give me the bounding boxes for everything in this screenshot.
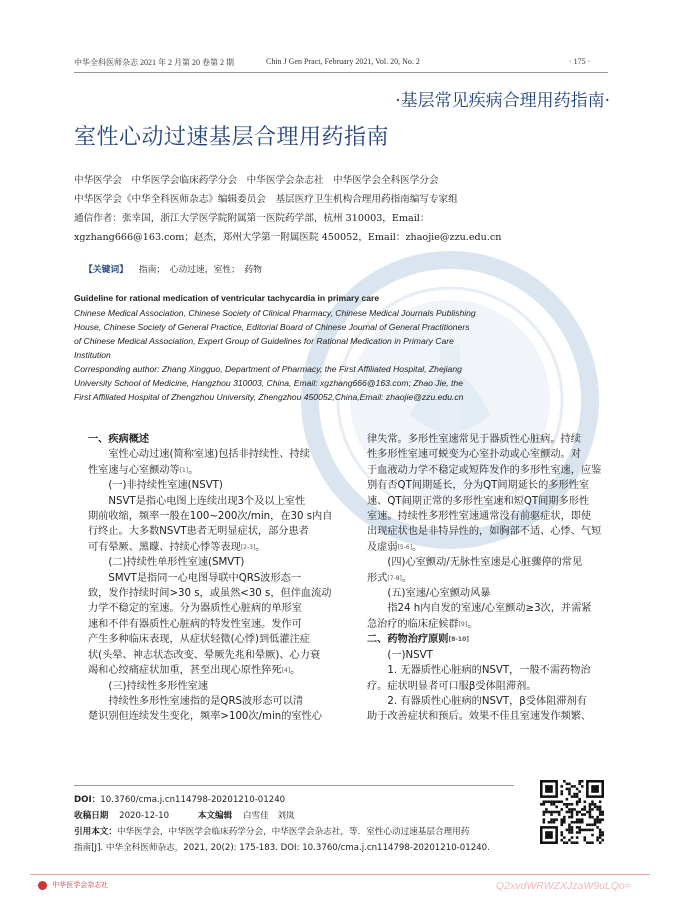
line-tail: 。 bbox=[401, 572, 413, 584]
publisher-logo-text: 中华医学会杂志社 bbox=[52, 881, 109, 889]
body-line bbox=[367, 555, 613, 570]
line-text: 力学不稳定的室速。分为器质性心脏病的单形室 bbox=[88, 603, 302, 615]
line-text: 速、QT间期正常的多形性室速和短QT间期多形性 bbox=[367, 495, 590, 507]
line-text: 室速。持续性多形性室速通常没有前驱症状，即使 bbox=[367, 511, 592, 523]
body-line bbox=[88, 601, 344, 616]
journal-header-en: Chin J Gen Pract, February 2021, Vol. 20, No. 2 bbox=[266, 57, 420, 66]
line-text: 于血液动力学不稳定或短阵发作的多形性室速，应鉴 bbox=[367, 464, 602, 476]
body-line bbox=[367, 494, 613, 509]
body-line bbox=[88, 540, 344, 555]
body-line bbox=[88, 709, 344, 724]
reference-marker[interactable]: [7-8] bbox=[387, 574, 402, 582]
line-text: 急治疗的临床症候群 bbox=[367, 618, 459, 630]
line-text: 期前收缩，频率一般在100~200次/min，在30 s内自 bbox=[88, 511, 333, 523]
body-line bbox=[367, 509, 613, 524]
header-rule bbox=[74, 72, 608, 73]
reference-marker[interactable]: [9] bbox=[458, 620, 468, 628]
line-text: SMVT是指同一心电图导联中QRS波形态一 bbox=[88, 572, 302, 584]
line-text: 出现症状也是非特异性的，如胸部不适、心悸、气短 bbox=[367, 526, 602, 538]
body-line bbox=[367, 540, 613, 555]
page-number: · 175 · bbox=[569, 57, 591, 66]
reference-marker[interactable]: [8-10] bbox=[448, 636, 469, 644]
body-line bbox=[88, 447, 344, 462]
cite-text: 中华医学会，中华医学会临床药学分会，中华医学会杂志社，等．室性心动过速基层合理用药 bbox=[116, 827, 470, 837]
line-tail: 。 bbox=[188, 464, 199, 476]
line-text: (五)室速/心室颤动风暴 bbox=[367, 588, 491, 600]
body-line bbox=[88, 663, 344, 678]
english-title: Guideline for rational medication of ventricular tachycardia in primary care bbox=[74, 293, 380, 303]
line-text: NSVT是指心电图上连续出现3个及以上室性 bbox=[88, 495, 306, 507]
english-authors-line: House, Chinese Society of General Practice, Editorial Board of Chinese Journal of General Practitioners bbox=[74, 322, 470, 332]
line-text: 及虚弱 bbox=[367, 541, 398, 553]
line-text: (一)非持续性室速(NSVT) bbox=[88, 480, 223, 492]
line-text: 疗。症状明显者可口服β受体阻滞剂。 bbox=[367, 680, 537, 692]
english-authors-line: of Chinese Medical Association, Expert Group of Guidelines for Rational Medication in Primary Care bbox=[74, 336, 454, 346]
english-corresponding-line: Corresponding author: Zhang Xingguo, Department of Pharmacy, the First Affiliated Hospital, Zhejiang bbox=[74, 364, 462, 374]
section-topic: ·基层常见疾病合理用药指南· bbox=[395, 91, 610, 111]
body-line bbox=[367, 463, 613, 478]
bottom-rule bbox=[30, 874, 650, 875]
line-text: (三)持续性多形性室速 bbox=[88, 680, 209, 692]
line-tail: 。 bbox=[255, 541, 266, 553]
body-line bbox=[367, 447, 613, 462]
article-title: 室性心动过速基层合理用药指南 bbox=[74, 125, 390, 150]
english-corresponding-line: University School of Medicine, Hangzhou 310003, China, Email: xgzhang666@163.com; Zhao Jie, the bbox=[74, 378, 463, 388]
line-text: 2. 有器质性心脏病的NSVT，β受体阻滞剂有 bbox=[367, 695, 587, 707]
body-line bbox=[367, 648, 613, 663]
publisher-logo-icon bbox=[38, 881, 47, 890]
doi-line bbox=[74, 793, 285, 805]
line-text: (一)NSVT bbox=[367, 649, 433, 661]
body-line bbox=[367, 571, 613, 586]
body-line bbox=[88, 679, 344, 694]
author-line: 中华医学会 中华医学会临床药学分会 中华医学会杂志社 中华医学会全科医学分会 bbox=[74, 175, 439, 186]
body-line bbox=[367, 586, 613, 601]
english-authors-line: Institution bbox=[74, 350, 111, 360]
body-line bbox=[367, 694, 613, 709]
line-tail: 。 bbox=[290, 665, 301, 677]
body-line bbox=[88, 571, 344, 586]
citation-line-2: 指南[J]. 中华全科医师杂志，2021, 20(2): 175-183. DOI: 10.3760/cma.j.cn114798-20201210-01240. bbox=[74, 843, 490, 853]
line-tail: 。 bbox=[412, 541, 423, 553]
line-text: 致，发作持续时间>30 s，或虽然<30 s，但伴血流动 bbox=[88, 588, 332, 600]
line-text: 性多形性室速可蜕变为心室扑动或心室颤动。对 bbox=[367, 449, 581, 461]
body-line bbox=[88, 694, 344, 709]
body-line bbox=[88, 478, 344, 493]
doi-label: DOI： bbox=[74, 795, 101, 805]
line-text: 一、疾病概述 bbox=[88, 434, 150, 445]
footer-mark: Q2xvdWRWZXJzaW9uLQo= bbox=[496, 880, 631, 892]
cite-label: 引用本文： bbox=[74, 827, 117, 837]
body-line bbox=[88, 648, 344, 663]
body-line bbox=[88, 494, 344, 509]
body-line bbox=[367, 679, 613, 694]
line-text: 1. 无器质性心脏病的NSVT，一般不需药物治 bbox=[367, 665, 591, 677]
citation-line bbox=[74, 825, 469, 837]
line-text: 楚识别但连续发生变化，频率>100次/min的室性心 bbox=[88, 711, 322, 723]
body-line bbox=[88, 632, 344, 647]
footer-rule bbox=[74, 785, 514, 786]
line-text: (二)持续性单形性室速(SMVT) bbox=[88, 557, 245, 569]
line-text: 律失常。多形性室速常见于器质性心脏病。持续 bbox=[367, 434, 581, 445]
body-line bbox=[88, 555, 344, 570]
body-line bbox=[367, 432, 613, 447]
doi-value: 10.3760/cma.j.cn114798-20201210-01240 bbox=[100, 795, 286, 805]
body-line bbox=[367, 601, 613, 616]
keywords-line bbox=[84, 262, 262, 275]
author-line: 中华医学会《中华全科医师杂志》编辑委员会 基层医疗卫生机构合理用药指南编写专家组 bbox=[74, 194, 458, 205]
english-corresponding-line: First Affiliated Hospital of Zhengzhou University, Zhengzhou 450052,China,Email: zhaojie@zzu.edu.cn bbox=[74, 392, 464, 402]
qr-code-icon[interactable] bbox=[540, 780, 604, 844]
corresponding-author: 通信作者：张幸国，浙江大学医学院附属第一医院药学部，杭州 310003，Email： bbox=[74, 213, 430, 224]
publisher-logo bbox=[38, 880, 108, 890]
line-text: 竭和心绞痛症状加重，甚至出现心原性猝死 bbox=[88, 665, 282, 677]
journal-header-cn: 中华全科医师杂志 2021 年 2 月第 20 卷第 2 期 bbox=[74, 58, 234, 67]
corresponding-email: xgzhang666@163.com；赵杰，郑州大学第一附属医院 450052，Email：zhaojie@zzu.edu.cn bbox=[74, 232, 502, 243]
body-column-left bbox=[88, 432, 344, 725]
body-line bbox=[88, 617, 344, 632]
line-text: 形式 bbox=[367, 572, 388, 584]
english-authors-line: Chinese Medical Association, Chinese Society of Clinical Pharmacy, Chinese Medical Journals Publishing bbox=[74, 308, 476, 318]
body-line bbox=[367, 478, 613, 493]
line-text: 持续性多形性室速指的是QRS波形态可以清 bbox=[88, 695, 304, 707]
line-text: 可有晕厥、黑矇、持续心悸等表现 bbox=[88, 541, 241, 553]
received-label: 收稿日期 bbox=[74, 811, 109, 821]
line-tail: 。 bbox=[467, 618, 478, 630]
body-line bbox=[88, 524, 344, 539]
section-heading bbox=[88, 432, 344, 447]
line-text: 室性心动过速(简称室速)包括非持续性、持续 bbox=[88, 449, 310, 461]
editor-names: 白雪佳 刘岚 bbox=[242, 811, 295, 821]
body-line bbox=[88, 463, 344, 478]
received-line bbox=[74, 809, 295, 821]
reference-marker[interactable]: [5-6] bbox=[397, 543, 413, 551]
editor-label: 本文编辑 bbox=[197, 811, 233, 821]
received-date: 2020-12-10 bbox=[119, 811, 170, 821]
keywords-label: 【关键词】 bbox=[84, 265, 128, 275]
line-text: 别有否QT间期延长，分为QT间期延长的多形性室 bbox=[367, 480, 590, 492]
body-line bbox=[88, 509, 344, 524]
line-text: 性室速与心室颤动等 bbox=[88, 464, 180, 476]
line-text: 速和不伴有器质性心脏病的特发性室速。发作可 bbox=[88, 618, 302, 630]
body-line bbox=[367, 709, 613, 724]
reference-marker[interactable]: [2-3] bbox=[240, 543, 256, 551]
body-column-right bbox=[367, 432, 613, 725]
section-heading bbox=[367, 632, 613, 647]
body-line bbox=[367, 524, 613, 539]
line-text: 产生多种临床表现，从症状轻微(心悸)到低灌注症 bbox=[88, 634, 310, 646]
line-text: (四)心室颤动/无脉性室速是心脏骤停的常见 bbox=[367, 557, 583, 569]
keywords: 指南； 心动过速，室性； 药物 bbox=[138, 265, 262, 275]
body-line bbox=[367, 663, 613, 678]
body-line bbox=[367, 617, 613, 632]
body-line bbox=[88, 586, 344, 601]
line-text: 指24 h内自发的室速/心室颤动≥3次，并需紧 bbox=[367, 603, 592, 615]
line-text: 状(头晕、神志状态改变、晕厥先兆和晕厥)、心力衰 bbox=[88, 649, 321, 661]
reference-marker[interactable]: [1] bbox=[179, 466, 189, 474]
line-text: 二、药物治疗原则 bbox=[367, 634, 449, 646]
line-text: 助于改善症状和预后。效果不佳且室速发作频繁、 bbox=[367, 711, 592, 723]
line-text: 行终止。大多数NSVT患者无明显症状，部分患者 bbox=[88, 526, 309, 538]
reference-marker[interactable]: [4] bbox=[281, 667, 291, 675]
